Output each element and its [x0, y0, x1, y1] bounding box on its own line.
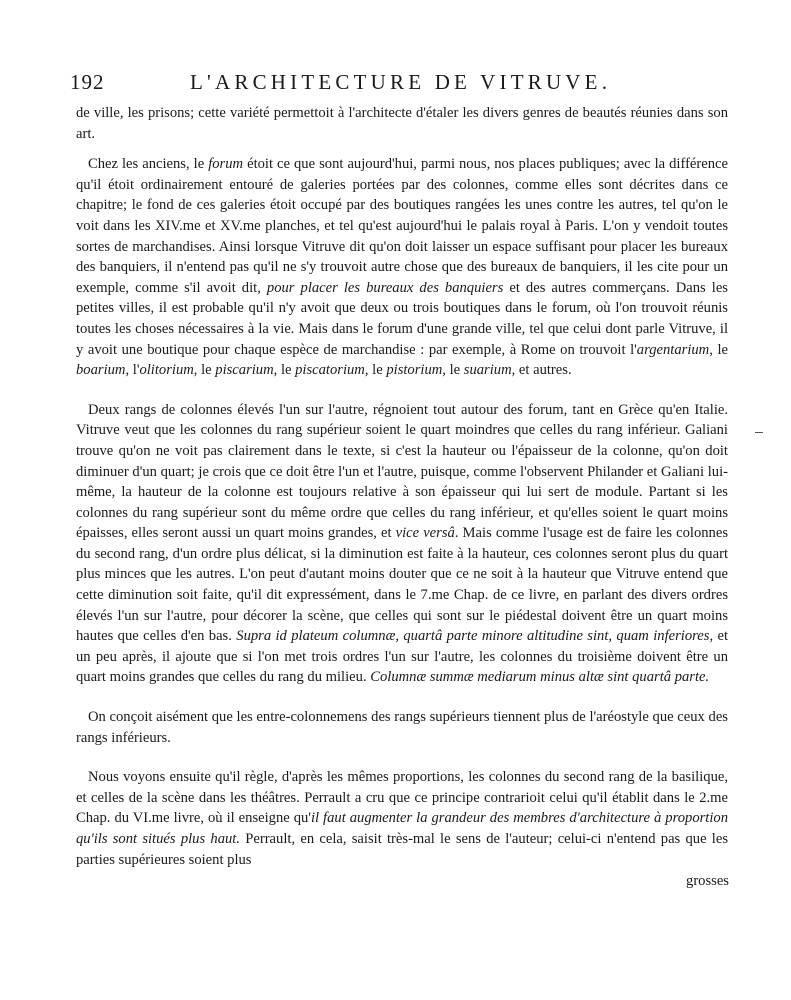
italic-run: vice versâ: [395, 525, 455, 542]
text-run: Deux rangs de colonnes élevés l'un sur l'autre, régnoient tout autour des forum, tant en Grèce qu'en Italie. Vitruve veut que les colonnes du rang supérieur soient le quart moindres que celles du rang inférieur. Galiani trouve qu'on ne voit pas clairement dans le texte, si c'est la hauteur ou l'épaisseur de la colonne, qu'on doit diminuer d'un quart; je crois que ce doit être l'un et l'autre, puisque, comme l'observent Philander et Galiani lui-même, la hauteur de la colonne est toujours relative à son épaisseur qui lui sert de module. Partant si les colonnes du rang supérieur sont du même ordre que celles du rang inférieur, et qu'elles soient le quart moins épaisses, elles seront aussi un quart moins grandes, et: [76, 401, 728, 542]
italic-run: piscatorium: [295, 362, 365, 379]
text-run: Chez les anciens, le: [88, 156, 209, 173]
italic-run: Columnæ summæ mediarum minus altæ sint quartâ parte.: [370, 669, 710, 686]
paragraph-4: [76, 707, 728, 748]
running-title: L'ARCHITECTURE DE VITRUVE.: [190, 70, 612, 94]
text-run: , le: [193, 362, 216, 379]
italic-run: boarium: [76, 362, 126, 379]
text-run: Nous voyons ensuite qu'il règle, d'après les mêmes proportions, les colonnes du second rang de la basilique, et celles de la scène dans les théâtres. Perrault a cru que ce principe contrarioit celui qu'il établit dans le 2.me Chap. du VI.me livre, où il enseigne qu': [76, 769, 728, 827]
italic-run: olitorium: [139, 362, 194, 379]
text-run: Perrault, en cela, saisit très-mal le sens de l'auteur; celui-ci n'entend pas que les parties supérieures soient plus: [76, 831, 729, 868]
page-number: 192: [70, 70, 105, 94]
text-run: , et un peu après, il ajoute que si l'on met trois ordres l'un sur l'autre, les colonnes du troisième doivent être un quart moins grandes que celles du rang du milieu.: [76, 628, 728, 686]
text-run: étoit ce que sont aujourd'hui, parmi nous, nos places publiques; avec la différence qu'il étoit ordinairement entouré de galeries portées par des colonnes, comme elles sont décrites dans ce chapitre; le fond de ces galeries étoit occupé par des boutiques rangées les unes contre les autres, tel qu'on le voit dans les XIV.me et XV.me planches, et tel qu'est aujourd'hui le palais royal à Paris. L'on y vendoit toutes sortes de marchandises. Ainsi lorsque Vitruve dit qu'on doit laisser un espace suffisant pour placer les bureaux des banquiers, il n'entend pas qu'il ne s'y trouvoit autre chose que des bureaux de banquiers, il les cite pour un exemple, comme s'il avoit dit,: [76, 156, 728, 296]
text-run: , le: [273, 362, 296, 379]
page-header: [70, 70, 730, 100]
italic-run: il faut augmenter la grandeur des membres d'architecture à proportion qu'ils sont situés plus haut.: [76, 810, 728, 847]
italic-run: pistorium: [386, 362, 443, 379]
italic-run: suarium: [463, 362, 512, 379]
text-run: et des autres commerçans. Dans les petites villes, il est probable qu'il n'y avoit que deux ou trois boutiques dans le forum, où l'on trouvoit réunis toutes les choses nécessaires à la vie. Mais dans le forum d'une grande ville, tel que celui dont parle Vitruve, il y avoit une boutique pour chaque espèce de marchandise : par exemple, à Rome on trouvoit l': [76, 279, 728, 358]
italic-run: forum: [208, 156, 244, 173]
body-text: [76, 103, 728, 889]
text-run: On conçoit aisément que les entre-colonnemens des rangs supérieurs tiennent plus de l'aréostyle que ceux des rangs inférieurs.: [76, 709, 728, 746]
paragraph-3: [76, 400, 728, 688]
italic-run: Supra id plateum columnæ, quartâ parte minore altitudine sint, quam inferiores: [236, 628, 710, 645]
paragraph-1: [76, 103, 728, 144]
text-run: . Mais comme l'usage est de faire les colonnes du second rang, d'un ordre plus délicat, si la diminution est faite à la hauteur, ces colonnes seront plus du quart plus minces que les autres. L'on peut d'autant moins douter que ce ne soit à la hauteur que Vitruve entend que cette diminution soit faite, qu'il dit expressément, dans le 7.me Chap. de ce livre, en parlant des divers ordres élevés l'un sur l'autre, pour décorer la scène, que celles qui sont sur le piédestal doivent être un quart moins hautes que celles d'en bas.: [76, 525, 728, 645]
text-run: , le: [442, 362, 464, 379]
text-run: , le: [364, 362, 387, 379]
margin-mark: [755, 432, 763, 433]
italic-run: pour placer les bureaux des banquiers: [266, 279, 504, 296]
text-run: , l': [125, 362, 140, 379]
italic-run: argentarium: [636, 341, 710, 358]
paragraph-5: [76, 767, 728, 870]
catchword: grosses: [686, 873, 729, 889]
paragraph-2: [76, 154, 728, 381]
text-run: , et autres.: [511, 362, 572, 379]
italic-run: piscarium: [215, 362, 274, 379]
text-run: de ville, les prisons; cette variété permettoit à l'architecte d'étaler les divers genres de beautés réunies dans son art.: [76, 105, 728, 142]
text-run: , le: [709, 341, 728, 358]
